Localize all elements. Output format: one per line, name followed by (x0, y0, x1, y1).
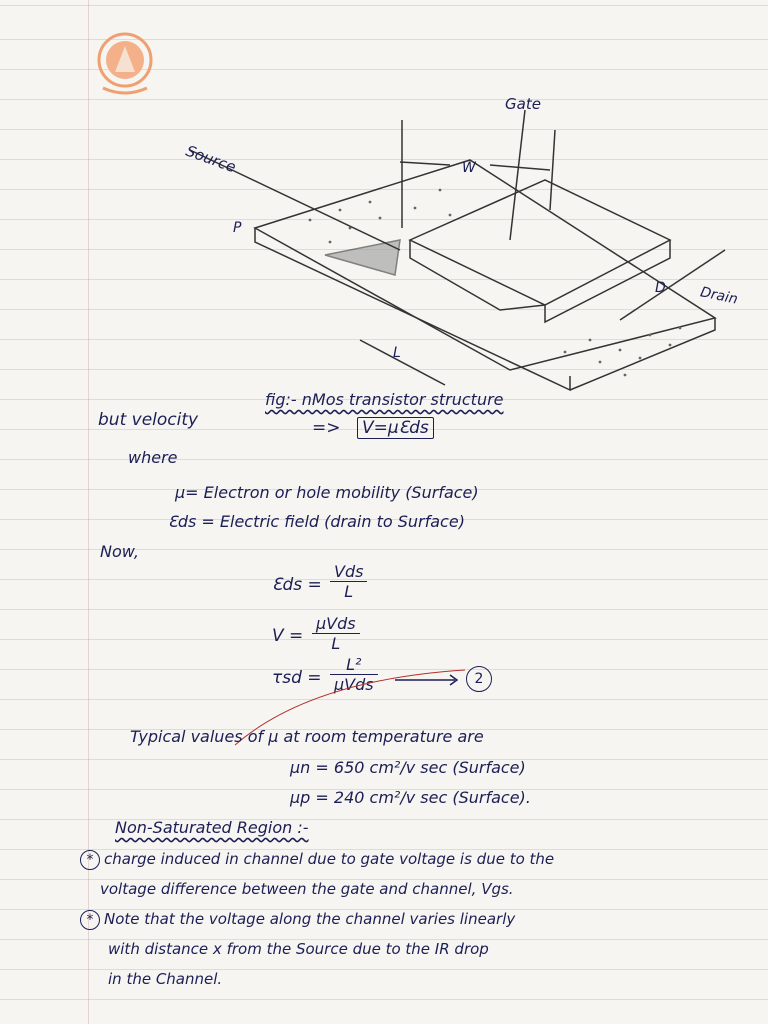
eq1-lhs: Ɛds = (272, 575, 322, 595)
substrate-top (255, 160, 715, 370)
mup-value: μp = 240 cm²/v sec (Surface). (290, 788, 531, 807)
bullet1-line2: voltage difference between the gate and channel, Vgs. (100, 880, 514, 898)
eq1-denominator: L (330, 581, 367, 601)
typical-intro: Typical values of μ at room temperature are (130, 727, 484, 746)
gate-arrow-2 (550, 130, 555, 210)
nonsat-heading: Non-Saturated Region :- (115, 818, 309, 837)
drain-label: Drain (698, 284, 740, 308)
velocity-prefix: but velocity (98, 410, 199, 430)
d-label: D (655, 280, 666, 296)
gate-top (410, 180, 670, 305)
w-label: W (462, 160, 476, 176)
gate-arrow (510, 110, 525, 240)
source-label: Source (183, 141, 239, 177)
figure-caption: fig:- nMos transistor structure (265, 390, 504, 409)
bullet1-line1 (80, 850, 554, 870)
nmos-structure-diagram (170, 90, 760, 420)
mun-value: μn = 650 cm²/v sec (Surface) (290, 758, 526, 777)
eq2-lhs: V = (272, 626, 304, 646)
w-dim-right (490, 165, 550, 170)
margin-line (88, 0, 89, 1024)
bullet2-line2: with distance x from the Source due to the IR drop (108, 940, 489, 958)
eq2-denominator: L (312, 633, 360, 653)
substrate-right (570, 318, 715, 390)
bullet1-line1-text: charge induced in channel due to gate voltage is due to the (104, 850, 555, 868)
college-logo (95, 28, 155, 98)
asterisk-bullet-icon: * (80, 850, 100, 870)
dots-pattern (309, 189, 682, 377)
gate-label: Gate (505, 95, 541, 113)
gate-side (545, 240, 670, 322)
l-dim (360, 340, 445, 385)
now-heading: Now, (100, 542, 139, 561)
eq3-numerator: L² (346, 655, 362, 674)
asterisk-bullet-icon: * (80, 910, 100, 930)
equation-number: 2 (466, 666, 492, 692)
eq1-fraction (330, 562, 367, 601)
substrate-front (255, 228, 570, 390)
bullet2-line1-text: Note that the voltage along the channel varies linearly (104, 910, 516, 928)
implies-arrow: => (312, 418, 341, 438)
p-label: P (233, 220, 242, 236)
l-label: L (393, 345, 401, 361)
mu-definition: μ= Electron or hole mobility (Surface) (175, 483, 479, 502)
eds-definition: Ɛds = Electric field (drain to Surface) (168, 512, 465, 531)
eq3-lhs: τsd = (272, 668, 322, 688)
velocity-formula: V=μƐds (357, 417, 434, 439)
eq2-numerator: μVds (316, 614, 356, 633)
where-heading: where (128, 448, 178, 467)
w-dim-left (400, 162, 450, 165)
bullet2-line1 (80, 910, 515, 930)
bullet2-line3: in the Channel. (108, 970, 223, 988)
eq2-fraction (312, 614, 360, 653)
eq1-numerator: Vds (334, 562, 364, 581)
eq3-denominator: μVds (330, 674, 378, 694)
